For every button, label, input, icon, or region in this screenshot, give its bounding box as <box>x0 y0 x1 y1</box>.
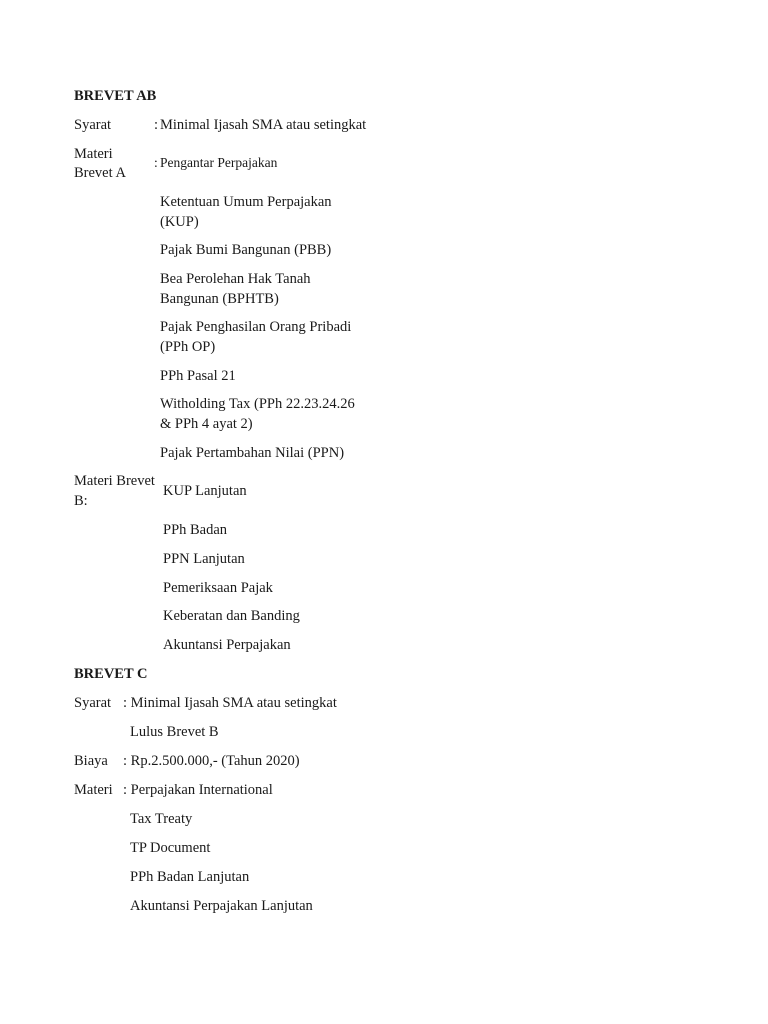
materi-b-item: Pemeriksaan Pajak <box>163 580 273 596</box>
materi-a-item: (KUP) <box>160 214 199 230</box>
brevet-c-syarat-value: Lulus Brevet B <box>130 724 219 740</box>
materi-brevet-a-label: Brevet A <box>74 165 126 181</box>
brevet-c-materi-label: Materi <box>74 782 113 798</box>
brevet-c-materi-item: Akuntansi Perpajakan Lanjutan <box>130 898 313 914</box>
brevet-c-biaya-value: : Rp.2.500.000,- (Tahun 2020) <box>123 753 300 769</box>
brevet-c-materi-item: : Perpajakan International <box>123 782 273 798</box>
materi-b-item: PPh Badan <box>163 522 228 538</box>
brevet-c-materi-item: TP Document <box>130 840 211 856</box>
materi-a-item: PPh Pasal 21 <box>160 368 236 384</box>
brevet-c-syarat-label: Syarat <box>74 695 112 711</box>
materi-a-item: Pajak Bumi Bangunan (PBB) <box>160 242 332 258</box>
materi-a-item: Witholding Tax (PPh 22.23.24.26 <box>160 396 355 412</box>
materi-a-item: Pajak Pertambahan Nilai (PPN) <box>160 445 345 461</box>
brevet-ab-syarat-value: Minimal Ijasah SMA atau setingkat <box>160 117 367 133</box>
materi-a-item: Pengantar Perpajakan <box>160 155 278 170</box>
brevet-ab-heading: BREVET AB <box>74 88 157 104</box>
materi-a-item: (PPh OP) <box>160 339 216 355</box>
materi-b-item: PPN Lanjutan <box>163 551 245 567</box>
materi-brevet-a-colon: : <box>154 155 158 170</box>
brevet-c-biaya-label: Biaya <box>74 753 108 769</box>
materi-brevet-b-label: B: <box>74 493 88 509</box>
brevet-c-heading: BREVET C <box>74 666 148 682</box>
brevet-c-materi-item: PPh Badan Lanjutan <box>130 869 250 885</box>
materi-a-item: Bea Perolehan Hak Tanah <box>160 271 311 287</box>
materi-a-item: & PPh 4 ayat 2) <box>160 416 253 432</box>
brevet-c-syarat-value: : Minimal Ijasah SMA atau setingkat <box>123 695 337 711</box>
materi-a-item: Pajak Penghasilan Orang Pribadi <box>160 319 352 335</box>
materi-brevet-b-label: Materi Brevet <box>74 473 155 489</box>
brevet-c-materi-item: Tax Treaty <box>130 811 193 827</box>
materi-b-item: KUP Lanjutan <box>163 483 247 499</box>
brevet-ab-syarat-label: Syarat <box>74 117 112 133</box>
materi-brevet-a-label: Materi <box>74 146 113 162</box>
materi-b-item: Keberatan dan Banding <box>163 608 300 624</box>
materi-b-item: Akuntansi Perpajakan <box>163 637 291 653</box>
materi-a-item: Ketentuan Umum Perpajakan <box>160 194 332 210</box>
brevet-ab-syarat-colon: : <box>154 117 159 133</box>
materi-a-item: Bangunan (BPHTB) <box>160 291 279 307</box>
